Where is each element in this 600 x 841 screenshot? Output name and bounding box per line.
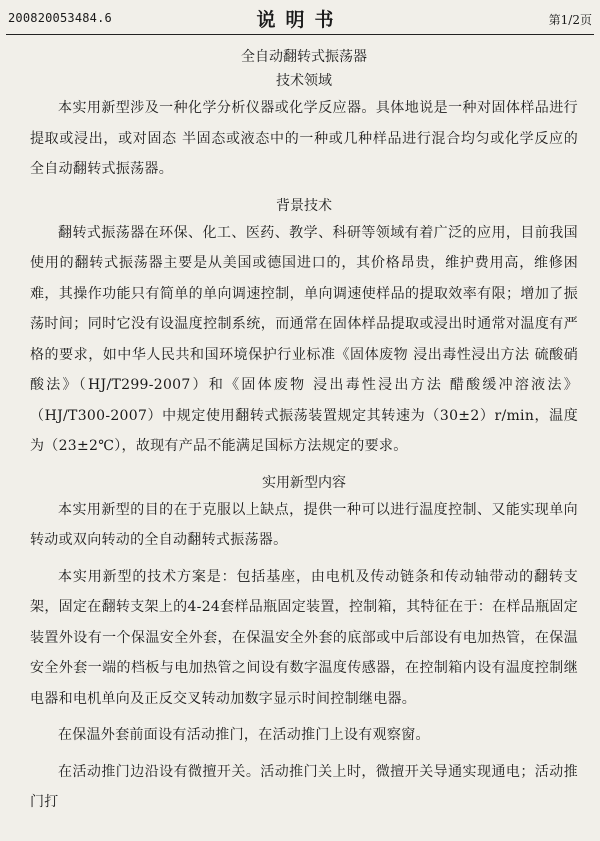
document-type-title: 说明书 (256, 9, 344, 31)
paragraph-background: 翻转式振荡器在环保、化工、医药、教学、科研等领域有着广泛的应用，目前我国使用的翻转式振荡器主要是从美国或德国进口的，其价格昂贵，维护费用高，维修困难，其操作功能只有简单的单向调速控制，单向调速使样品的提取效率有限；增加了振荡时间；同时它没有设温度控制系统，而通常在固体样品提取或浸出时通常对温度有严格的要求，如中华人民共和国环境保护行业标准《固体废物 浸出毒性浸出方法 硫酸硝酸法》（HJ/T299-2007）和《固体废物 浸出毒性浸出方法 醋酸缓冲溶液法》（HJ/T300-2007）中规定使用翻转式振荡装置规定其转速为（30±2）r/min，温度为（23±2℃），故现有产品不能满足国标方法规定的要求。 (30, 224, 578, 454)
paragraph-technical-solution: 本实用新型的技术方案是：包括基座，由电机及传动链条和传动轴带动的翻转支架，固定在翻转支架上的4-24套样品瓶固定装置，控制箱，其特征在于：在样品瓶固定装置外设有一个保温安全外套，在保温安全外套的底部或中后部设有电加热管，在保温安全外套一端的档板与电加热管之间设有数字温度传感器，在控制箱内设有温度控制继电器和电机单向及正反交叉转动加数字显示时间控制继电器。 (30, 568, 578, 707)
paragraph-micro-switch: 在活动推门边沿设有微擅开关。活动推门关上时，微擅开关导通实现通电；活动推门打 (30, 763, 578, 810)
invention-title: 全自动翻转式振荡器 (241, 49, 367, 65)
header-divider (6, 34, 594, 35)
document-body (30, 44, 578, 818)
section-heading-background: 背景技术 (276, 197, 332, 214)
page-header (0, 0, 600, 40)
paragraph-objective: 本实用新型的目的在于克服以上缺点，提供一种可以进行温度控制、又能实现单向转动或双向转动的全自动翻转式振荡器。 (30, 501, 578, 548)
page-indicator: 第1/2页 (548, 13, 592, 27)
section-heading-utility-model-content: 实用新型内容 (262, 474, 346, 491)
paragraph-technical-field: 本实用新型涉及一种化学分析仪器或化学反应器。具体地说是一种对固体样品进行提取或浸出，或对固态 半固态或液态中的一种或几种样品进行混合均匀或化学反应的全自动翻转式振荡器。 (30, 100, 578, 177)
section-heading-technical-field: 技术领域 (276, 73, 332, 89)
document-number: 200820053484.6 (8, 11, 112, 25)
paragraph-sliding-door: 在保温外套前面设有活动推门，在活动推门上设有观察窗。 (58, 727, 430, 743)
